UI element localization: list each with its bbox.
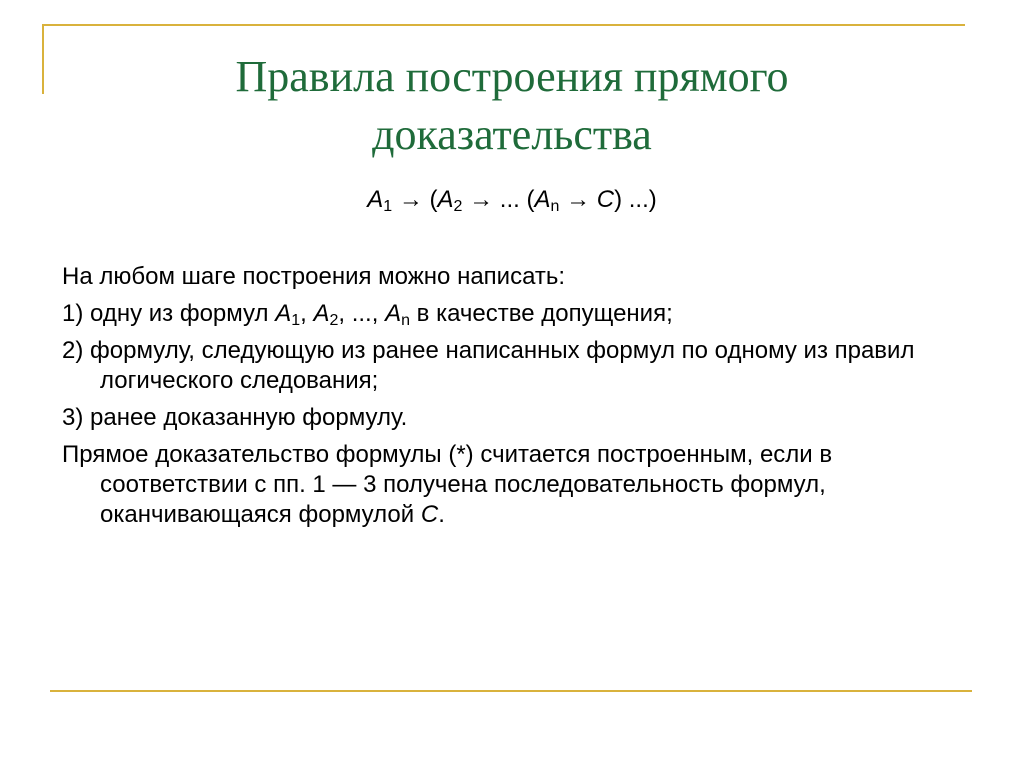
formula-var-a2: A: [437, 186, 454, 213]
conclusion-var-c: C: [420, 501, 439, 528]
title-line-1: Правила построения прямого: [235, 52, 789, 101]
rule-item-3: 3) ранее доказанную формулу.: [62, 404, 408, 431]
frame-line-top: [42, 24, 965, 26]
formula-arrow-3: →: [566, 186, 591, 213]
slide-body: [62, 262, 972, 537]
formula-var-an: A: [534, 186, 551, 213]
formula-var-c: C: [596, 186, 615, 213]
frame-line-bottom: [50, 690, 972, 692]
item1-dots: ...,: [351, 300, 386, 327]
formula-ellipsis: ...: [499, 186, 520, 213]
formula-open-paren-2: (: [526, 186, 535, 213]
formula-arrow-2: →: [469, 186, 494, 213]
item1-sub-1: 1: [291, 312, 301, 329]
item1-sub-2: 2: [329, 312, 339, 329]
formula-sub-n: n: [550, 198, 560, 215]
title-line-2: доказательства: [372, 110, 652, 159]
item1-var-a1: A: [275, 300, 292, 327]
item1-sep-2: ,: [338, 300, 352, 327]
conclusion-period: .: [438, 501, 445, 528]
rule-item-1: [62, 299, 972, 329]
formula-arrow-1: →: [398, 186, 423, 213]
item1-var-a2: A: [313, 300, 330, 327]
intro-paragraph: На любом шаге построения можно написать:: [62, 263, 566, 290]
formula-sub-1: 1: [383, 198, 393, 215]
formula-sub-2: 2: [453, 198, 463, 215]
item1-sub-n: n: [401, 312, 410, 329]
item1-var-an: A: [385, 300, 402, 327]
main-formula: [0, 184, 1024, 216]
slide-title: [60, 48, 964, 164]
rule-item-1-suffix: в качестве допущения;: [409, 300, 673, 327]
formula-var-a1: A: [367, 186, 384, 213]
formula-open-paren-1: (: [429, 186, 438, 213]
rule-item-2: 2) формулу, следующую из ранее написанных формул по одному из правил логического следования;: [62, 337, 915, 394]
rule-item-1-prefix: 1) одну из формул: [62, 300, 276, 327]
item1-sep-1: ,: [300, 300, 314, 327]
formula-close-tail: ) ...): [614, 186, 657, 213]
conclusion-text: Прямое доказательство формулы (*) считается построенным, если в соответствии с пп. 1 — 3 получена последовательность формул, оканчивающаяся формулой: [62, 441, 833, 528]
frame-line-left: [42, 24, 44, 94]
conclusion-paragraph: [62, 440, 972, 530]
